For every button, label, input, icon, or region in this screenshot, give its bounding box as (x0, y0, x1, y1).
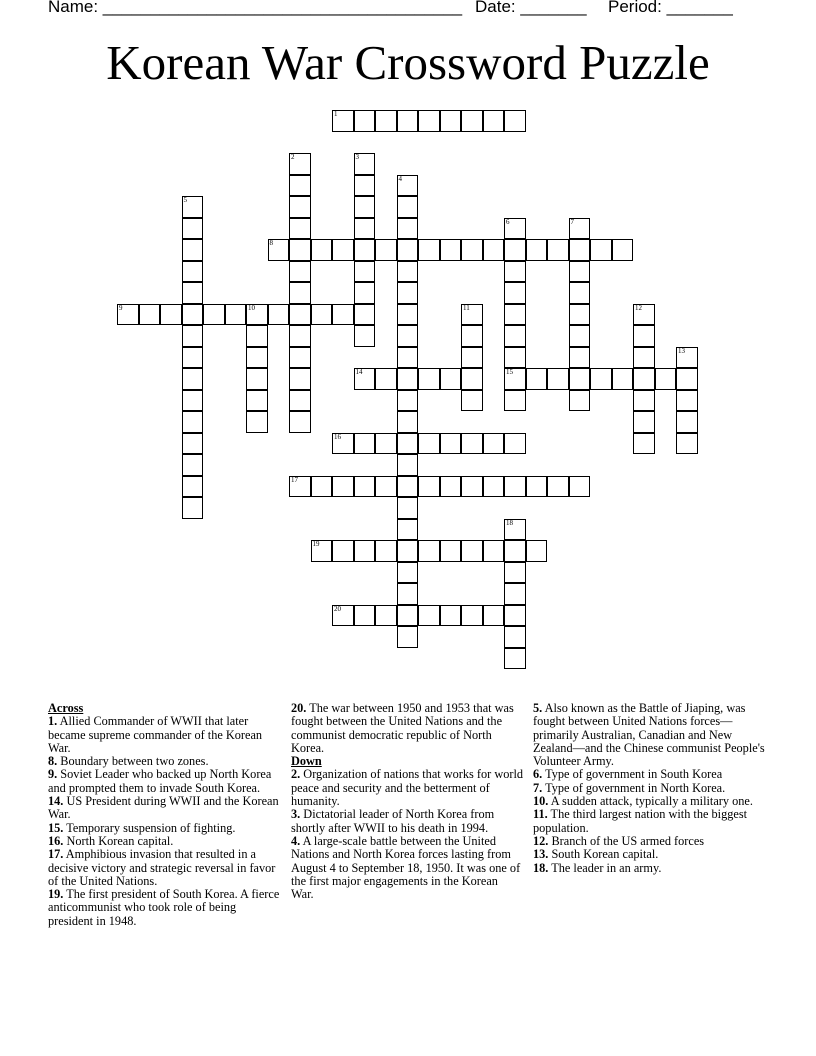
clue-item-text: Branch of the US armed forces (548, 833, 705, 848)
crossword-cell[interactable] (397, 433, 419, 455)
crossword-cell[interactable] (504, 433, 526, 455)
crossword-cell[interactable] (569, 261, 591, 283)
crossword-cell[interactable] (483, 605, 505, 627)
crossword-cell[interactable] (289, 325, 311, 347)
crossword-cell[interactable] (289, 175, 311, 197)
clues-column-3 (533, 702, 765, 875)
crossword-cell[interactable] (182, 476, 204, 498)
crossword-cell[interactable] (504, 110, 526, 132)
crossword-cell[interactable] (289, 368, 311, 390)
clue-number: 19 (312, 540, 320, 548)
crossword-cell[interactable] (504, 347, 526, 369)
crossword-cell[interactable] (569, 390, 591, 412)
crossword-cell[interactable] (569, 325, 591, 347)
clue-number: 6 (506, 217, 510, 226)
crossword-cell[interactable] (289, 196, 311, 218)
crossword-cell[interactable] (461, 605, 483, 627)
crossword-cell[interactable] (397, 626, 419, 648)
clue-item-number: 11. (533, 807, 548, 822)
crossword-cell[interactable] (676, 368, 698, 390)
crossword-cell[interactable] (182, 347, 204, 369)
crossword-cell[interactable] (526, 476, 548, 498)
clue-number: 5 (183, 196, 187, 204)
crossword-cell[interactable] (504, 605, 526, 627)
crossword-cell[interactable] (461, 390, 483, 412)
clue-item (533, 862, 765, 875)
clue-number: 1 (334, 110, 338, 118)
crossword-cell[interactable] (182, 411, 204, 433)
crossword-cell[interactable] (397, 562, 419, 584)
crossword-cell[interactable] (569, 304, 591, 326)
crossword-cell[interactable] (354, 282, 376, 304)
crossword-cell[interactable] (633, 304, 655, 326)
clue-item-number: 20. (291, 701, 307, 715)
crossword-cell[interactable] (311, 239, 333, 261)
clue-item-text: Temporary suspension of fighting. (63, 820, 236, 835)
crossword-cell[interactable] (354, 433, 376, 455)
crossword-cell[interactable] (612, 239, 634, 261)
clue-number: 10 (248, 303, 255, 312)
crossword-cell[interactable] (612, 368, 634, 390)
crossword-cell[interactable] (311, 540, 333, 562)
crossword-cell[interactable] (461, 347, 483, 369)
crossword-cell[interactable] (397, 239, 419, 261)
clue-item-number: 6. (533, 767, 543, 782)
crossword-cell[interactable] (504, 626, 526, 648)
crossword-cell[interactable] (354, 239, 376, 261)
crossword-cell[interactable] (289, 282, 311, 304)
crossword-cell[interactable] (354, 304, 376, 326)
crossword-cell[interactable] (440, 368, 462, 390)
crossword-cell[interactable] (655, 368, 677, 390)
crossword-cell[interactable] (354, 476, 376, 498)
crossword-cell[interactable] (633, 347, 655, 369)
clue-item-number: 9. (48, 767, 58, 782)
crossword-cell[interactable] (332, 239, 354, 261)
crossword-cell[interactable] (504, 476, 526, 498)
clue-item (291, 835, 523, 901)
clue-item-number: 10. (533, 794, 549, 809)
clue-item-number: 19. (48, 887, 64, 902)
crossword-cell[interactable] (397, 476, 419, 498)
crossword-cell[interactable] (375, 540, 397, 562)
clue-item (533, 782, 765, 795)
crossword-cell[interactable] (182, 282, 204, 304)
clue-item-text: Boundary between two zones. (57, 754, 209, 769)
crossword-cell[interactable] (397, 411, 419, 433)
crossword-cell[interactable] (289, 476, 311, 498)
crossword-cell[interactable] (246, 368, 268, 390)
crossword-cell[interactable] (461, 476, 483, 498)
clue-item (48, 822, 280, 835)
crossword-cell[interactable] (461, 540, 483, 562)
clue-number: 2 (291, 153, 295, 161)
clue-item-text: North Korean capital. (63, 833, 174, 848)
clue-item-text: The war between 1950 and 1953 that was fought between the United Nations and the communist democratic republic of North Korea. (291, 701, 514, 755)
date-field[interactable]: Date: _______ (475, 0, 587, 16)
clue-number: 11 (463, 303, 470, 312)
crossword-cell[interactable] (354, 325, 376, 347)
crossword-cell[interactable] (440, 110, 462, 132)
clue-item-number: 7. (533, 780, 543, 795)
crossword-cell[interactable] (289, 153, 311, 175)
crossword-cell[interactable] (547, 239, 569, 261)
crossword-cell[interactable] (182, 433, 204, 455)
crossword-cell[interactable] (526, 368, 548, 390)
crossword-cell[interactable] (418, 605, 440, 627)
crossword-cell[interactable] (397, 605, 419, 627)
clue-item-number: 5. (533, 701, 543, 715)
clue-item (48, 888, 280, 928)
crossword-cell[interactable] (311, 304, 333, 326)
crossword-cell[interactable] (397, 218, 419, 240)
crossword-cell[interactable] (246, 390, 268, 412)
crossword-cell[interactable] (354, 153, 376, 175)
crossword-cell[interactable] (246, 325, 268, 347)
clue-item (533, 702, 765, 768)
crossword-cell[interactable] (633, 411, 655, 433)
crossword-cell[interactable] (289, 218, 311, 240)
crossword-cell[interactable] (397, 497, 419, 519)
crossword-cell[interactable] (569, 347, 591, 369)
crossword-cell[interactable] (461, 239, 483, 261)
crossword-cell[interactable] (483, 476, 505, 498)
crossword-cell[interactable] (504, 390, 526, 412)
crossword-cell[interactable] (268, 304, 290, 326)
clue-item-number: 13. (533, 847, 549, 862)
crossword-cell[interactable] (182, 497, 204, 519)
crossword-cell[interactable] (483, 540, 505, 562)
crossword-cell[interactable] (418, 110, 440, 132)
crossword-cell[interactable] (590, 239, 612, 261)
crossword-cell[interactable] (182, 196, 204, 218)
crossword-cell[interactable] (375, 476, 397, 498)
crossword-cell[interactable] (461, 368, 483, 390)
clue-number: 17 (291, 475, 298, 484)
clue-item-number: 12. (533, 833, 549, 848)
clue-item-number: 16. (48, 833, 64, 848)
clue-number: 4 (398, 174, 402, 183)
crossword-cell[interactable] (397, 347, 419, 369)
crossword-cell[interactable] (483, 239, 505, 261)
clue-number: 18 (506, 518, 513, 527)
clues-column-2 (291, 702, 523, 901)
crossword-cell[interactable] (375, 110, 397, 132)
crossword-cell[interactable] (461, 433, 483, 455)
crossword-cell[interactable] (182, 304, 204, 326)
crossword-cell[interactable] (504, 239, 526, 261)
crossword-cell[interactable] (547, 476, 569, 498)
crossword-cell[interactable] (526, 540, 548, 562)
crossword-cell[interactable] (182, 325, 204, 347)
down-heading: Down (291, 754, 322, 769)
crossword-cell[interactable] (332, 110, 354, 132)
clue-item (48, 795, 280, 822)
down-clue-list-continued (533, 702, 765, 875)
clue-item-text: Allied Commander of WWII that later became supreme commander of the Korean War. (48, 714, 263, 755)
down-clue-list (291, 768, 523, 901)
crossword-cell[interactable] (461, 110, 483, 132)
clue-item (48, 835, 280, 848)
crossword-cell[interactable] (246, 411, 268, 433)
clue-item-text: Organization of nations that works for world peace and security and the betterment of humanity. (291, 767, 524, 809)
crossword-cell[interactable] (332, 605, 354, 627)
clue-item (48, 715, 280, 755)
clue-item (533, 768, 765, 781)
clue-number: 12 (635, 303, 642, 312)
crossword-cell[interactable] (182, 218, 204, 240)
crossword-cell[interactable] (440, 476, 462, 498)
crossword-cell[interactable] (418, 540, 440, 562)
clues-column-1 (48, 702, 280, 928)
crossword-cell[interactable] (440, 605, 462, 627)
clue-item-number: 4. (291, 833, 301, 848)
clue-item-text: Type of government in North Korea. (542, 780, 726, 795)
clue-number: 7 (570, 217, 574, 226)
clue-item (48, 768, 280, 795)
crossword-cell[interactable] (569, 282, 591, 304)
clue-item (291, 768, 523, 808)
clue-number: 3 (355, 153, 359, 161)
crossword-cell[interactable] (440, 540, 462, 562)
crossword-cell[interactable] (225, 304, 247, 326)
crossword-cell[interactable] (289, 304, 311, 326)
clue-item-number: 15. (48, 820, 64, 835)
clue-item-text: Soviet Leader who backed up North Korea and prompted them to invade South Korea. (48, 767, 272, 795)
crossword-cell[interactable] (375, 433, 397, 455)
crossword-cell[interactable] (117, 304, 139, 326)
clue-item-text: The third largest nation with the biggest population. (533, 807, 748, 835)
crossword-cell[interactable] (504, 261, 526, 283)
crossword-cell[interactable] (397, 282, 419, 304)
crossword-cell[interactable] (397, 325, 419, 347)
clue-item (291, 808, 523, 835)
crossword-cell[interactable] (397, 583, 419, 605)
across-clue-list (48, 715, 280, 928)
crossword-cell[interactable] (504, 648, 526, 670)
clue-item-text: The leader in an army. (548, 860, 662, 875)
clue-number: 16 (334, 432, 341, 441)
crossword-cell[interactable] (289, 411, 311, 433)
crossword-cell[interactable] (354, 368, 376, 390)
crossword-cell[interactable] (504, 304, 526, 326)
clue-number: 8 (269, 239, 273, 247)
crossword-cell[interactable] (397, 519, 419, 541)
clue-item-number: 14. (48, 794, 64, 809)
crossword-cell[interactable] (397, 454, 419, 476)
crossword-cell[interactable] (182, 390, 204, 412)
clue-item-text: Also known as the Battle of Jiaping, was fought between United Nations forces—primarily Australian, Canadian and New Zealand—and the Chinese communist People's Volunteer Army. (533, 701, 765, 769)
clue-item-text: A sudden attack, typically a military one. (548, 794, 753, 809)
clue-item (533, 808, 765, 835)
crossword-cell[interactable] (483, 433, 505, 455)
clue-item-number: 1. (48, 714, 58, 729)
crossword-cell[interactable] (461, 304, 483, 326)
crossword-cell[interactable] (397, 390, 419, 412)
clue-item-text: US President during WWII and the Korean War. (48, 794, 279, 822)
crossword-cell[interactable] (504, 562, 526, 584)
crossword-cell[interactable] (354, 540, 376, 562)
clue-item (533, 835, 765, 848)
crossword-cell[interactable] (397, 368, 419, 390)
clue-item-text: Type of government in South Korea (542, 767, 723, 782)
crossword-cell[interactable] (569, 239, 591, 261)
clue-item-text: South Korean capital. (548, 847, 659, 862)
crossword-cell[interactable] (418, 239, 440, 261)
crossword-cell[interactable] (289, 390, 311, 412)
clue-item (48, 848, 280, 888)
crossword-cell[interactable] (397, 304, 419, 326)
clue-number: 13 (678, 346, 685, 355)
clue-item (533, 848, 765, 861)
crossword-cell[interactable] (182, 261, 204, 283)
crossword-cell[interactable] (461, 325, 483, 347)
crossword-cell[interactable] (375, 605, 397, 627)
crossword-cell[interactable] (397, 540, 419, 562)
crossword-cell[interactable] (354, 110, 376, 132)
clue-item-text: Amphibious invasion that resulted in a decisive victory and strategic reversal in favor of the United Nations. (48, 847, 276, 888)
crossword-cell[interactable] (160, 304, 182, 326)
clue-item-number: 8. (48, 754, 58, 769)
clue-item-number: 17. (48, 847, 64, 862)
crossword-cell[interactable] (397, 196, 419, 218)
page-title: Korean War Crossword Puzzle (106, 35, 710, 90)
clue-item-text: The first president of South Korea. A fierce anticommunist who took role of being president in 1948. (48, 887, 280, 928)
crossword-cell[interactable] (569, 368, 591, 390)
crossword-cell[interactable] (483, 110, 505, 132)
crossword-cell[interactable] (332, 476, 354, 498)
across-heading: Across (48, 701, 84, 715)
crossword-cell[interactable] (676, 390, 698, 412)
crossword-cell[interactable] (504, 325, 526, 347)
crossword-cell[interactable] (633, 433, 655, 455)
crossword-cell[interactable] (547, 368, 569, 390)
crossword-cell[interactable] (633, 325, 655, 347)
clue-item-number: 2. (291, 767, 301, 782)
crossword-cell[interactable] (332, 433, 354, 455)
crossword-cell[interactable] (504, 540, 526, 562)
crossword-cell[interactable] (418, 433, 440, 455)
crossword-cell[interactable] (289, 347, 311, 369)
crossword-cell[interactable] (182, 239, 204, 261)
crossword-cell[interactable] (633, 390, 655, 412)
crossword-cell[interactable] (268, 239, 290, 261)
clue-item (291, 702, 523, 755)
crossword-cell[interactable] (397, 175, 419, 197)
crossword-cell[interactable] (354, 196, 376, 218)
crossword-cell[interactable] (676, 347, 698, 369)
crossword-cell[interactable] (354, 218, 376, 240)
crossword-cell[interactable] (676, 411, 698, 433)
crossword-cell[interactable] (418, 368, 440, 390)
crossword-cell[interactable] (311, 476, 333, 498)
clue-item-text: Dictatorial leader of North Korea from shortly after WWII to his death in 1994. (291, 807, 495, 835)
crossword-cell[interactable] (289, 239, 311, 261)
crossword-cell[interactable] (569, 218, 591, 240)
crossword-cell[interactable] (354, 175, 376, 197)
crossword-cell[interactable] (504, 282, 526, 304)
clue-item-number: 3. (291, 807, 301, 822)
clue-item-text: A large-scale battle between the United Nations and North Korea forces lasting from August 4 to September 18, 1950. It was one of the first major engagements in the Korean War. (291, 833, 521, 902)
crossword-cell[interactable] (289, 261, 311, 283)
crossword-cell[interactable] (569, 476, 591, 498)
crossword-cell[interactable] (203, 304, 225, 326)
crossword-cell[interactable] (397, 110, 419, 132)
crossword-cell[interactable] (375, 368, 397, 390)
crossword-cell[interactable] (590, 368, 612, 390)
clue-item (48, 755, 280, 768)
crossword-cell[interactable] (354, 261, 376, 283)
clue-item (533, 795, 765, 808)
crossword-cell[interactable] (332, 540, 354, 562)
crossword-cell[interactable] (354, 605, 376, 627)
clue-number: 15 (506, 368, 513, 376)
clue-item-number: 18. (533, 860, 549, 875)
clue-number: 9 (119, 303, 123, 312)
crossword-cell[interactable] (633, 368, 655, 390)
clue-number: 20 (334, 604, 341, 613)
crossword-cell[interactable] (504, 368, 526, 390)
crossword-cell[interactable] (139, 304, 161, 326)
name-field[interactable]: Name: ______________________________________ (48, 0, 463, 16)
crossword-cell[interactable] (504, 519, 526, 541)
crossword-cell[interactable] (504, 218, 526, 240)
crossword-cell[interactable] (418, 476, 440, 498)
crossword-cell[interactable] (440, 433, 462, 455)
crossword-cell[interactable] (440, 239, 462, 261)
crossword-cell[interactable] (375, 239, 397, 261)
crossword-cell[interactable] (526, 239, 548, 261)
crossword-cell[interactable] (332, 304, 354, 326)
across-clue-list-continued (291, 702, 523, 755)
crossword-cell[interactable] (676, 433, 698, 455)
crossword-cell[interactable] (182, 454, 204, 476)
clue-number: 14 (355, 368, 363, 376)
period-field[interactable]: Period: _______ (608, 0, 733, 16)
crossword-cell[interactable] (246, 304, 268, 326)
crossword-cell[interactable] (397, 261, 419, 283)
crossword-cell[interactable] (504, 583, 526, 605)
crossword-cell[interactable] (182, 368, 204, 390)
crossword-cell[interactable] (246, 347, 268, 369)
